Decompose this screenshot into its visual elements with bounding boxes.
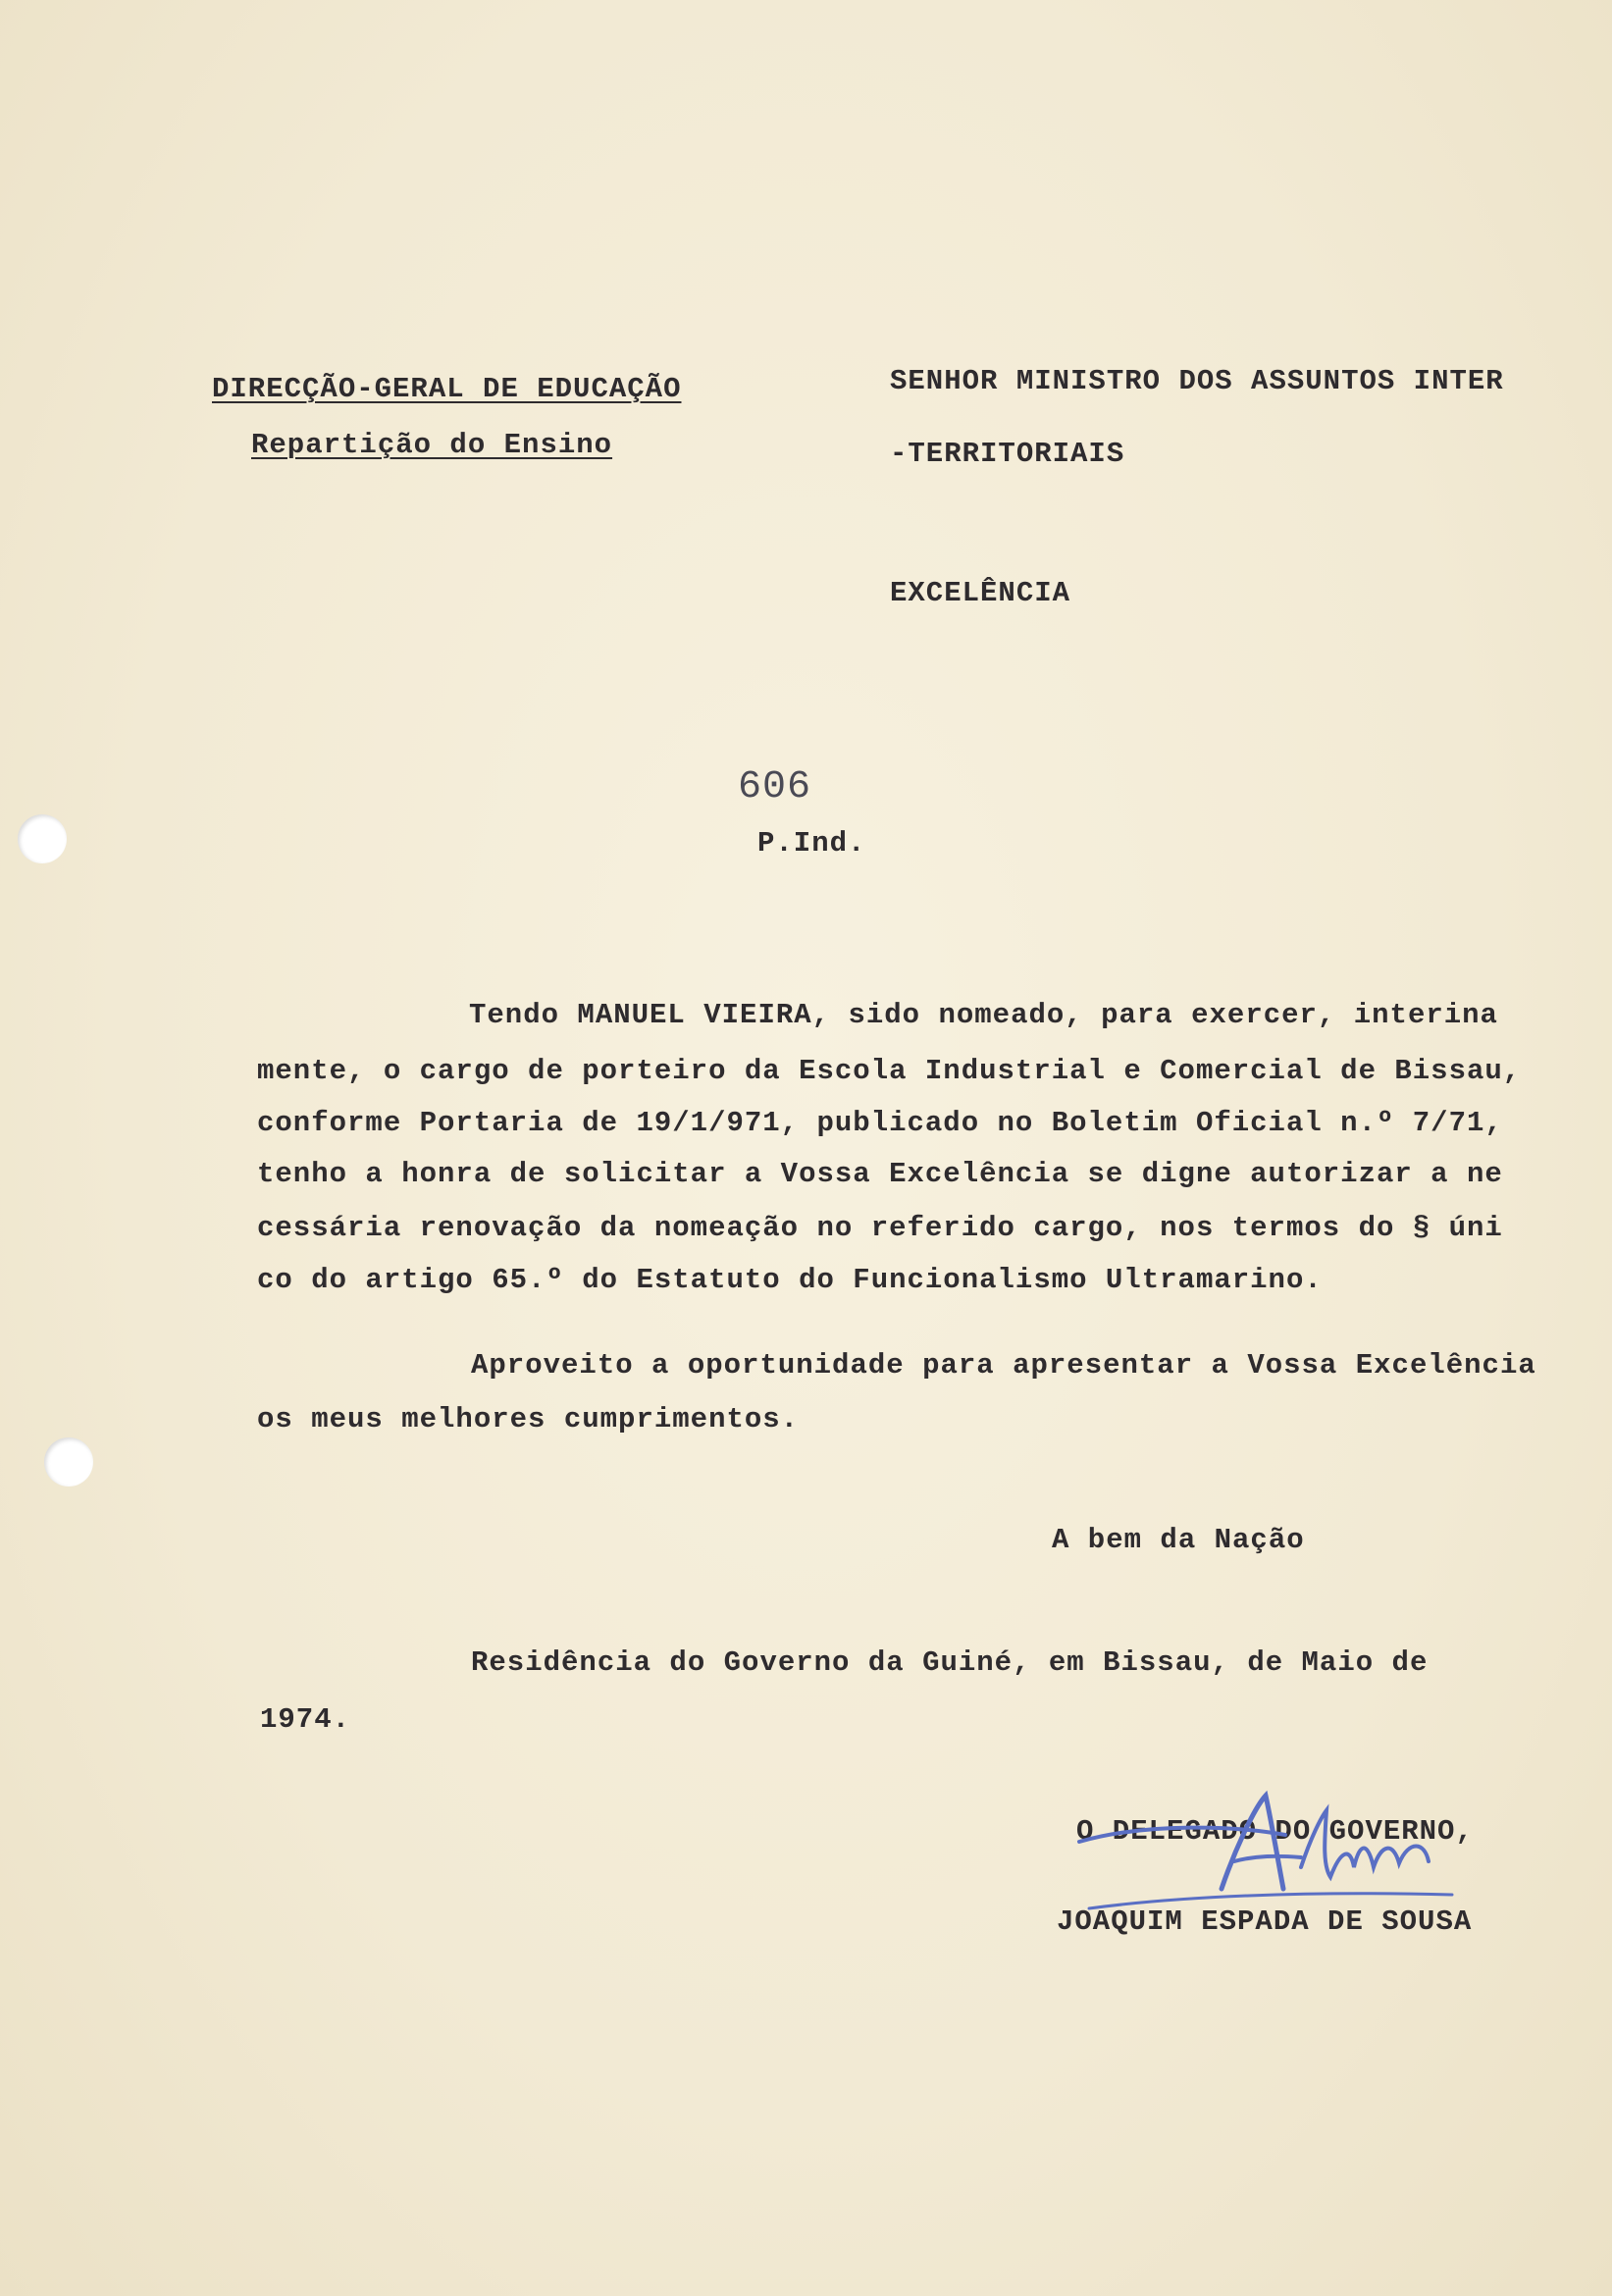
body-line: Aproveito a oportunidade para apresentar a Vossa Excelência [471, 1349, 1536, 1382]
body-line: conforme Portaria de 19/1/971, publicado no Boletim Oficial n.º 7/71, [257, 1107, 1503, 1139]
handwritten-signature [1069, 1781, 1482, 1918]
addressee-line-2: -TERRITORIAIS [890, 438, 1125, 470]
reference-number: 606 [738, 765, 812, 809]
signatory-name: JOAQUIM ESPADA DE SOUSA [1057, 1905, 1473, 1938]
body-line: Tendo MANUEL VIEIRA, sido nomeado, para exercer, interina [469, 999, 1498, 1031]
signatory-title: O DELEGADO DO GOVERNO, [1076, 1815, 1474, 1848]
addressee-line-1: SENHOR MINISTRO DOS ASSUNTOS INTER [890, 365, 1504, 397]
body-line: cessária renovação da nomeação no referido cargo, nos termos do § úni [257, 1212, 1503, 1244]
punch-hole-bottom [44, 1437, 93, 1487]
reference-code: P.Ind. [757, 827, 866, 860]
body-line: mente, o cargo de porteiro da Escola Industrial e Comercial de Bissau, [257, 1055, 1522, 1087]
body-line: tenho a honra de solicitar a Vossa Excelência se digne autorizar a ne [257, 1158, 1503, 1190]
punch-hole-top [18, 814, 67, 863]
salutation: EXCELÊNCIA [890, 577, 1071, 609]
place-date-line: Residência do Governo da Guiné, em Bissau, de Maio de [471, 1646, 1429, 1679]
closing-motto: A bem da Nação [1052, 1524, 1305, 1556]
org-heading: DIRECÇÃO-GERAL DE EDUCAÇÃO [212, 373, 682, 405]
date-year: 1974. [260, 1703, 351, 1736]
body-line: co do artigo 65.º do Estatuto do Funcionalismo Ultramarino. [257, 1264, 1323, 1296]
department-heading: Repartição do Ensino [251, 429, 613, 461]
body-line: os meus melhores cumprimentos. [257, 1403, 800, 1435]
